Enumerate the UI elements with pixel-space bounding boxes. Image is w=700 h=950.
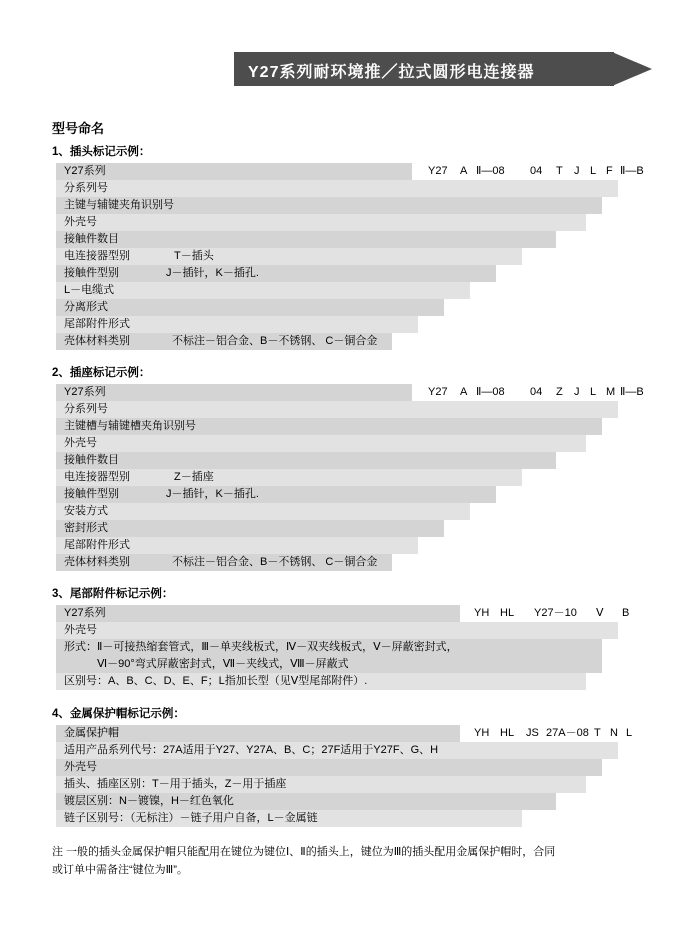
row-label: L－电缆式 [64,284,115,296]
row-label: 尾部附件形式 [64,539,130,551]
row-bar [56,231,556,248]
code-part: F [606,165,613,177]
table-row [56,214,646,231]
row-bar [56,282,470,299]
row-label: 接触件数目 [64,233,119,245]
row-label: 主键槽与辅键槽夹角识别号 [64,420,196,432]
row-bar [56,486,496,503]
row-label: 壳体材料类别 [64,335,130,347]
row-note: T－插头 [174,250,214,262]
table-row [56,333,646,350]
row-label: 主键与辅键夹角识别号 [64,199,174,211]
code-part: J [574,386,580,398]
row-bar [56,503,470,520]
code-part: J [574,165,580,177]
table-row [56,231,646,248]
code-part: Z [556,386,563,398]
code-part: YH [474,607,490,619]
row-bar [56,435,586,452]
footer-note-line-2: 或订单中需备注“键位为Ⅲ”。 [52,864,188,876]
table-row [56,316,646,333]
header-banner [234,52,654,86]
table-row [56,180,646,197]
row-bar [56,622,618,639]
row-label: 外壳号 [64,761,97,773]
table-row [56,810,646,827]
table-row [56,265,646,282]
row-label: 接触件数目 [64,454,119,466]
row-bar [56,401,618,418]
header-title: Y27系列耐环境推／拉式圆形电连接器 [248,64,535,81]
table-row [56,248,646,265]
page-title: 型号命名 [52,121,105,136]
code-part: Ⅱ—08 [476,165,505,177]
row-label: Y27系列 [64,386,106,398]
row-bar [56,299,444,316]
table-row [56,656,646,673]
row-label: 尾部附件形式 [64,318,130,330]
table-row [56,299,646,316]
row-label: 外壳号 [64,216,97,228]
row-label: 镀层区别：N－镀镍，H－红色氧化 [64,795,234,807]
table-row [56,384,646,401]
code-part: 27A－08 [546,727,589,739]
code-part: Y27 [428,165,448,177]
code-part: Ⅱ—B [620,386,644,398]
row-bar [56,759,602,776]
code-part: L [590,386,597,398]
row-label: 链子区别号：（无标注）－链子用户自备，L－金属链 [64,812,318,824]
row-label: 外壳号 [64,624,97,636]
row-label: Ⅵ－90°弯式屏蔽密封式，Ⅶ－夹线式，Ⅷ－屏蔽式 [64,658,349,670]
row-bar [56,265,496,282]
code-part: Ⅴ [596,607,604,619]
row-note: 不标注－铝合金、B－不锈钢、 C－铜合金 [172,335,378,347]
table-row [56,673,646,690]
row-note: J－插针，K－插孔. [166,267,259,279]
code-part: Y27 [428,386,448,398]
row-label: 外壳号 [64,437,97,449]
row-note: Z－插座 [174,471,214,483]
row-label: 接触件型别 [64,267,119,279]
table-row [56,469,646,486]
row-note: 不标注－铝合金、B－不锈钢、 C－铜合金 [172,556,378,568]
row-bar [56,452,556,469]
table-row [56,742,646,759]
banner-arrow-shape [612,52,652,86]
code-part: 04 [530,386,543,398]
table-row [56,435,646,452]
table-row [56,793,646,810]
table-row [56,554,646,571]
footer-note-line-1: 注 一般的插头金属保护帽只能配用在键位为键位Ⅰ、Ⅱ的插头上，键位为Ⅲ的插头配用金属保护帽时，合同 [52,846,556,858]
block-2-heading: 2、插座标记示例： [52,367,151,379]
row-label: 壳体材料类别 [64,556,130,568]
block-2-diagram [56,384,646,571]
row-label: 区别号：A、B、C、D、E、F；L指加长型（见Ⅴ型尾部附件）. [64,675,368,687]
table-row [56,503,646,520]
block-3-heading: 3、尾部附件标记示例： [52,588,174,600]
row-label: 形式：Ⅱ－可接热缩套管式，Ⅲ－单夹线板式，Ⅳ－双夹线板式，Ⅴ－屏蔽密封式， [64,641,458,653]
code-part: N [610,727,618,739]
table-row [56,163,646,180]
code-part: HL [500,727,515,739]
code-part: JS [526,727,539,739]
row-label: Y27系列 [64,165,106,177]
table-row [56,197,646,214]
table-row [56,759,646,776]
code-part: YH [474,727,490,739]
code-part: A [460,165,468,177]
code-part: Ⅱ—B [620,165,644,177]
code-part: T [594,727,601,739]
table-row [56,622,646,639]
row-bar [56,180,618,197]
code-part: Y27－10 [534,607,577,619]
code-part: HL [500,607,515,619]
code-part: L [626,727,633,739]
code-part: L [590,165,597,177]
table-row [56,418,646,435]
block-1-heading: 1、插头标记示例： [52,146,151,158]
row-label: 分系列号 [64,182,108,194]
code-part: 04 [530,165,543,177]
table-row [56,605,646,622]
block-3-diagram [56,605,646,690]
row-bar [56,214,586,231]
code-part: T [556,165,563,177]
row-label: 电连接器型别 [64,471,130,483]
row-bar [56,520,444,537]
row-label: 安装方式 [64,505,108,517]
code-part: M [606,386,616,398]
code-part: A [460,386,468,398]
table-row [56,401,646,418]
row-label: 电连接器型别 [64,250,130,262]
table-row [56,776,646,793]
table-row [56,639,646,656]
row-label: 适用产品系列代号：27A适用于Y27、Y27A、B、C；27F适用于Y27F、G、H [64,744,439,756]
row-label: 金属保护帽 [64,727,119,739]
table-row [56,537,646,554]
block-4-heading: 4、金属保护帽标记示例： [52,708,185,720]
table-row [56,486,646,503]
row-label: 接触件型别 [64,488,119,500]
row-note: J－插针，K－插孔. [166,488,259,500]
row-label: 分系列号 [64,403,108,415]
block-1-diagram [56,163,646,350]
table-row [56,725,646,742]
code-part: Ⅱ—08 [476,386,505,398]
block-4-diagram [56,725,646,827]
row-label: 插头、插座区别：T－用于插头，Z－用于插座 [64,778,287,790]
row-label: Y27系列 [64,607,106,619]
table-row [56,452,646,469]
table-row [56,520,646,537]
table-row [56,282,646,299]
row-label: 密封形式 [64,522,108,534]
row-label: 分离形式 [64,301,108,313]
code-part: B [622,607,630,619]
